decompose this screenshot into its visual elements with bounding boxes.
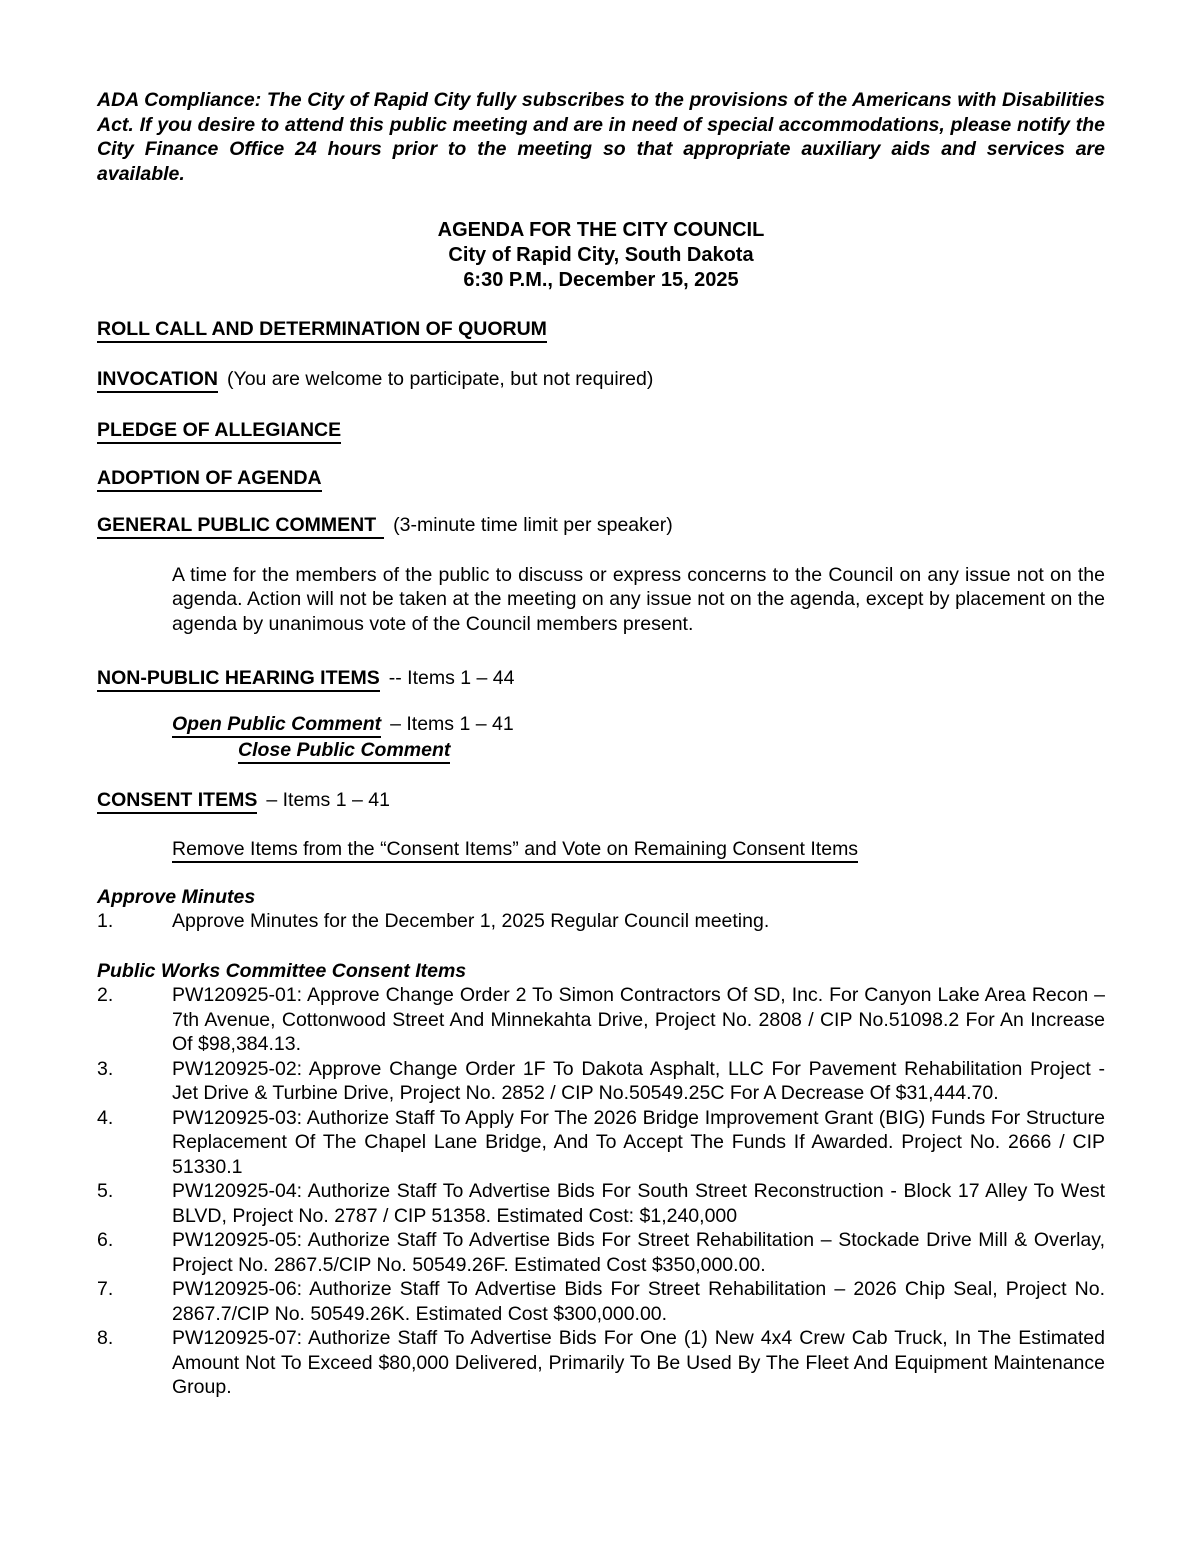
- agenda-item-text: PW120925-02: Approve Change Order 1F To Dakota Asphalt, LLC For Pavement Rehabilitation Project - Jet Drive & Turbine Drive, Project No. 2852 / CIP No.50549.25C For A Decrease Of $31,444.70.: [172, 1057, 1105, 1104]
- general-public-comment-heading: GENERAL PUBLIC COMMENT: [97, 514, 384, 539]
- agenda-item: [97, 1179, 1105, 1228]
- adoption-heading: ADOPTION OF AGENDA: [97, 467, 322, 492]
- public-works-heading: Public Works Committee Consent Items: [97, 959, 467, 982]
- section-consent-items: [97, 788, 1105, 813]
- consent-items-heading: CONSENT ITEMS: [97, 789, 257, 814]
- agenda-item: [97, 1106, 1105, 1180]
- general-public-comment-note: (3-minute time limit per speaker): [393, 514, 673, 536]
- agenda-item: [97, 1228, 1105, 1277]
- close-public-comment-line: [238, 737, 1105, 763]
- section-invocation: [97, 367, 1105, 392]
- agenda-item-number: 5.: [97, 1180, 114, 1202]
- agenda-item-number: 2.: [97, 984, 114, 1006]
- agenda-item-text: PW120925-07: Authorize Staff To Advertise Bids For One (1) New 4x4 Crew Cab Truck, In The Estimated Amount Not To Exceed $80,000 Delivered, Primarily To Be Used By The Fleet And Equipment Maintenance Group.: [172, 1327, 1105, 1398]
- agenda-item-text: PW120925-04: Authorize Staff To Advertise Bids For South Street Reconstruction - Block 17 Alley To West BLVD, Project No. 2787 / CIP 51358. Estimated Cost: $1,240,000: [172, 1180, 1105, 1227]
- ada-compliance-notice: ADA Compliance: The City of Rapid City fully subscribes to the provisions of the Americans with Disabilities Act. If you desire to attend this public meeting and are in need of special accommodations, please notify the City Finance Office 24 hours prior to the meeting so that appropriate auxiliary aids and services are available.: [97, 89, 1105, 185]
- agenda-item-text: Approve Minutes for the December 1, 2025 Regular Council meeting.: [172, 910, 770, 932]
- agenda-item-text: PW120925-06: Authorize Staff To Advertise Bids For Street Rehabilitation – 2026 Chip Seal, Project No. 2867.7/CIP No. 50549.26K. Estimated Cost $300,000.00.: [172, 1278, 1105, 1325]
- agenda-title: AGENDA FOR THE CITY COUNCIL: [437, 219, 765, 241]
- agenda-item: [97, 909, 1105, 934]
- section-general-public-comment: [97, 513, 1105, 538]
- remove-items-text: Remove Items from the “Consent Items” and Vote on Remaining Consent Items: [172, 838, 858, 863]
- agenda-item: [97, 1326, 1105, 1400]
- roll-call-heading: ROLL CALL AND DETERMINATION OF QUORUM: [97, 318, 547, 343]
- consent-items-note: – Items 1 – 41: [266, 788, 390, 811]
- agenda-item: [97, 983, 1105, 1057]
- pledge-heading: PLEDGE OF ALLEGIANCE: [97, 419, 341, 444]
- section-pledge: [97, 418, 1105, 443]
- general-public-comment-body: A time for the members of the public to discuss or express concerns to the Council on any issue not on the agenda. Action will not be taken at the meeting on any issue not on the agenda, except by placement on the agenda by unanimous vote of the Council members present.: [172, 563, 1105, 635]
- agenda-item-number: 1.: [97, 910, 114, 932]
- agenda-item-number: 4.: [97, 1106, 114, 1129]
- remove-items-line: [172, 837, 1105, 862]
- agenda-item-number: 8.: [97, 1327, 114, 1349]
- section-roll-call: [97, 317, 1105, 342]
- agenda-datetime: 6:30 P.M., December 15, 2025: [463, 269, 739, 291]
- agenda-item-text: PW120925-03: Authorize Staff To Apply For The 2026 Bridge Improvement Grant (BIG) Funds For Structure Replacement Of The Chapel Lane Bridge, And To Accept The Funds If Awarded. Project No. 2666 / CIP 51330.1: [172, 1106, 1105, 1178]
- non-public-hearing-note: -- Items 1 – 44: [388, 667, 515, 689]
- invocation-note: (You are welcome to participate, but not required): [226, 367, 654, 390]
- close-public-comment-label: Close Public Comment: [238, 739, 450, 764]
- non-public-hearing-heading: NON-PUBLIC HEARING ITEMS: [97, 667, 380, 692]
- agenda-city: City of Rapid City, South Dakota: [448, 244, 754, 266]
- open-public-comment-note: – Items 1 – 41: [390, 712, 514, 735]
- open-public-comment-line: [172, 711, 1105, 737]
- open-public-comment-label: Open Public Comment: [172, 713, 381, 738]
- approve-minutes-heading: Approve Minutes: [97, 885, 256, 908]
- agenda-item-number: 6.: [97, 1229, 114, 1251]
- agenda-item-text: PW120925-05: Authorize Staff To Advertise Bids For Street Rehabilitation – Stockade Drive Mill & Overlay, Project No. 2867.5/CIP No. 50549.26F. Estimated Cost $350,000.00.: [172, 1229, 1105, 1276]
- agenda-item: [97, 1277, 1105, 1326]
- agenda-item-number: 7.: [97, 1278, 114, 1300]
- agenda-item-text: PW120925-01: Approve Change Order 2 To Simon Contractors Of SD, Inc. For Canyon Lake Area Recon – 7th Avenue, Cottonwood Street And Minnekahta Drive, Project No. 2808 / CIP No.51098.2 For An Increase Of $98,384.13.: [172, 984, 1105, 1055]
- section-adoption: [97, 466, 1105, 491]
- agenda-item: [97, 1057, 1105, 1106]
- agenda-title-block: [97, 218, 1105, 293]
- invocation-heading: INVOCATION: [97, 368, 218, 393]
- section-non-public-hearing: [97, 666, 1105, 691]
- agenda-item-number: 3.: [97, 1057, 114, 1080]
